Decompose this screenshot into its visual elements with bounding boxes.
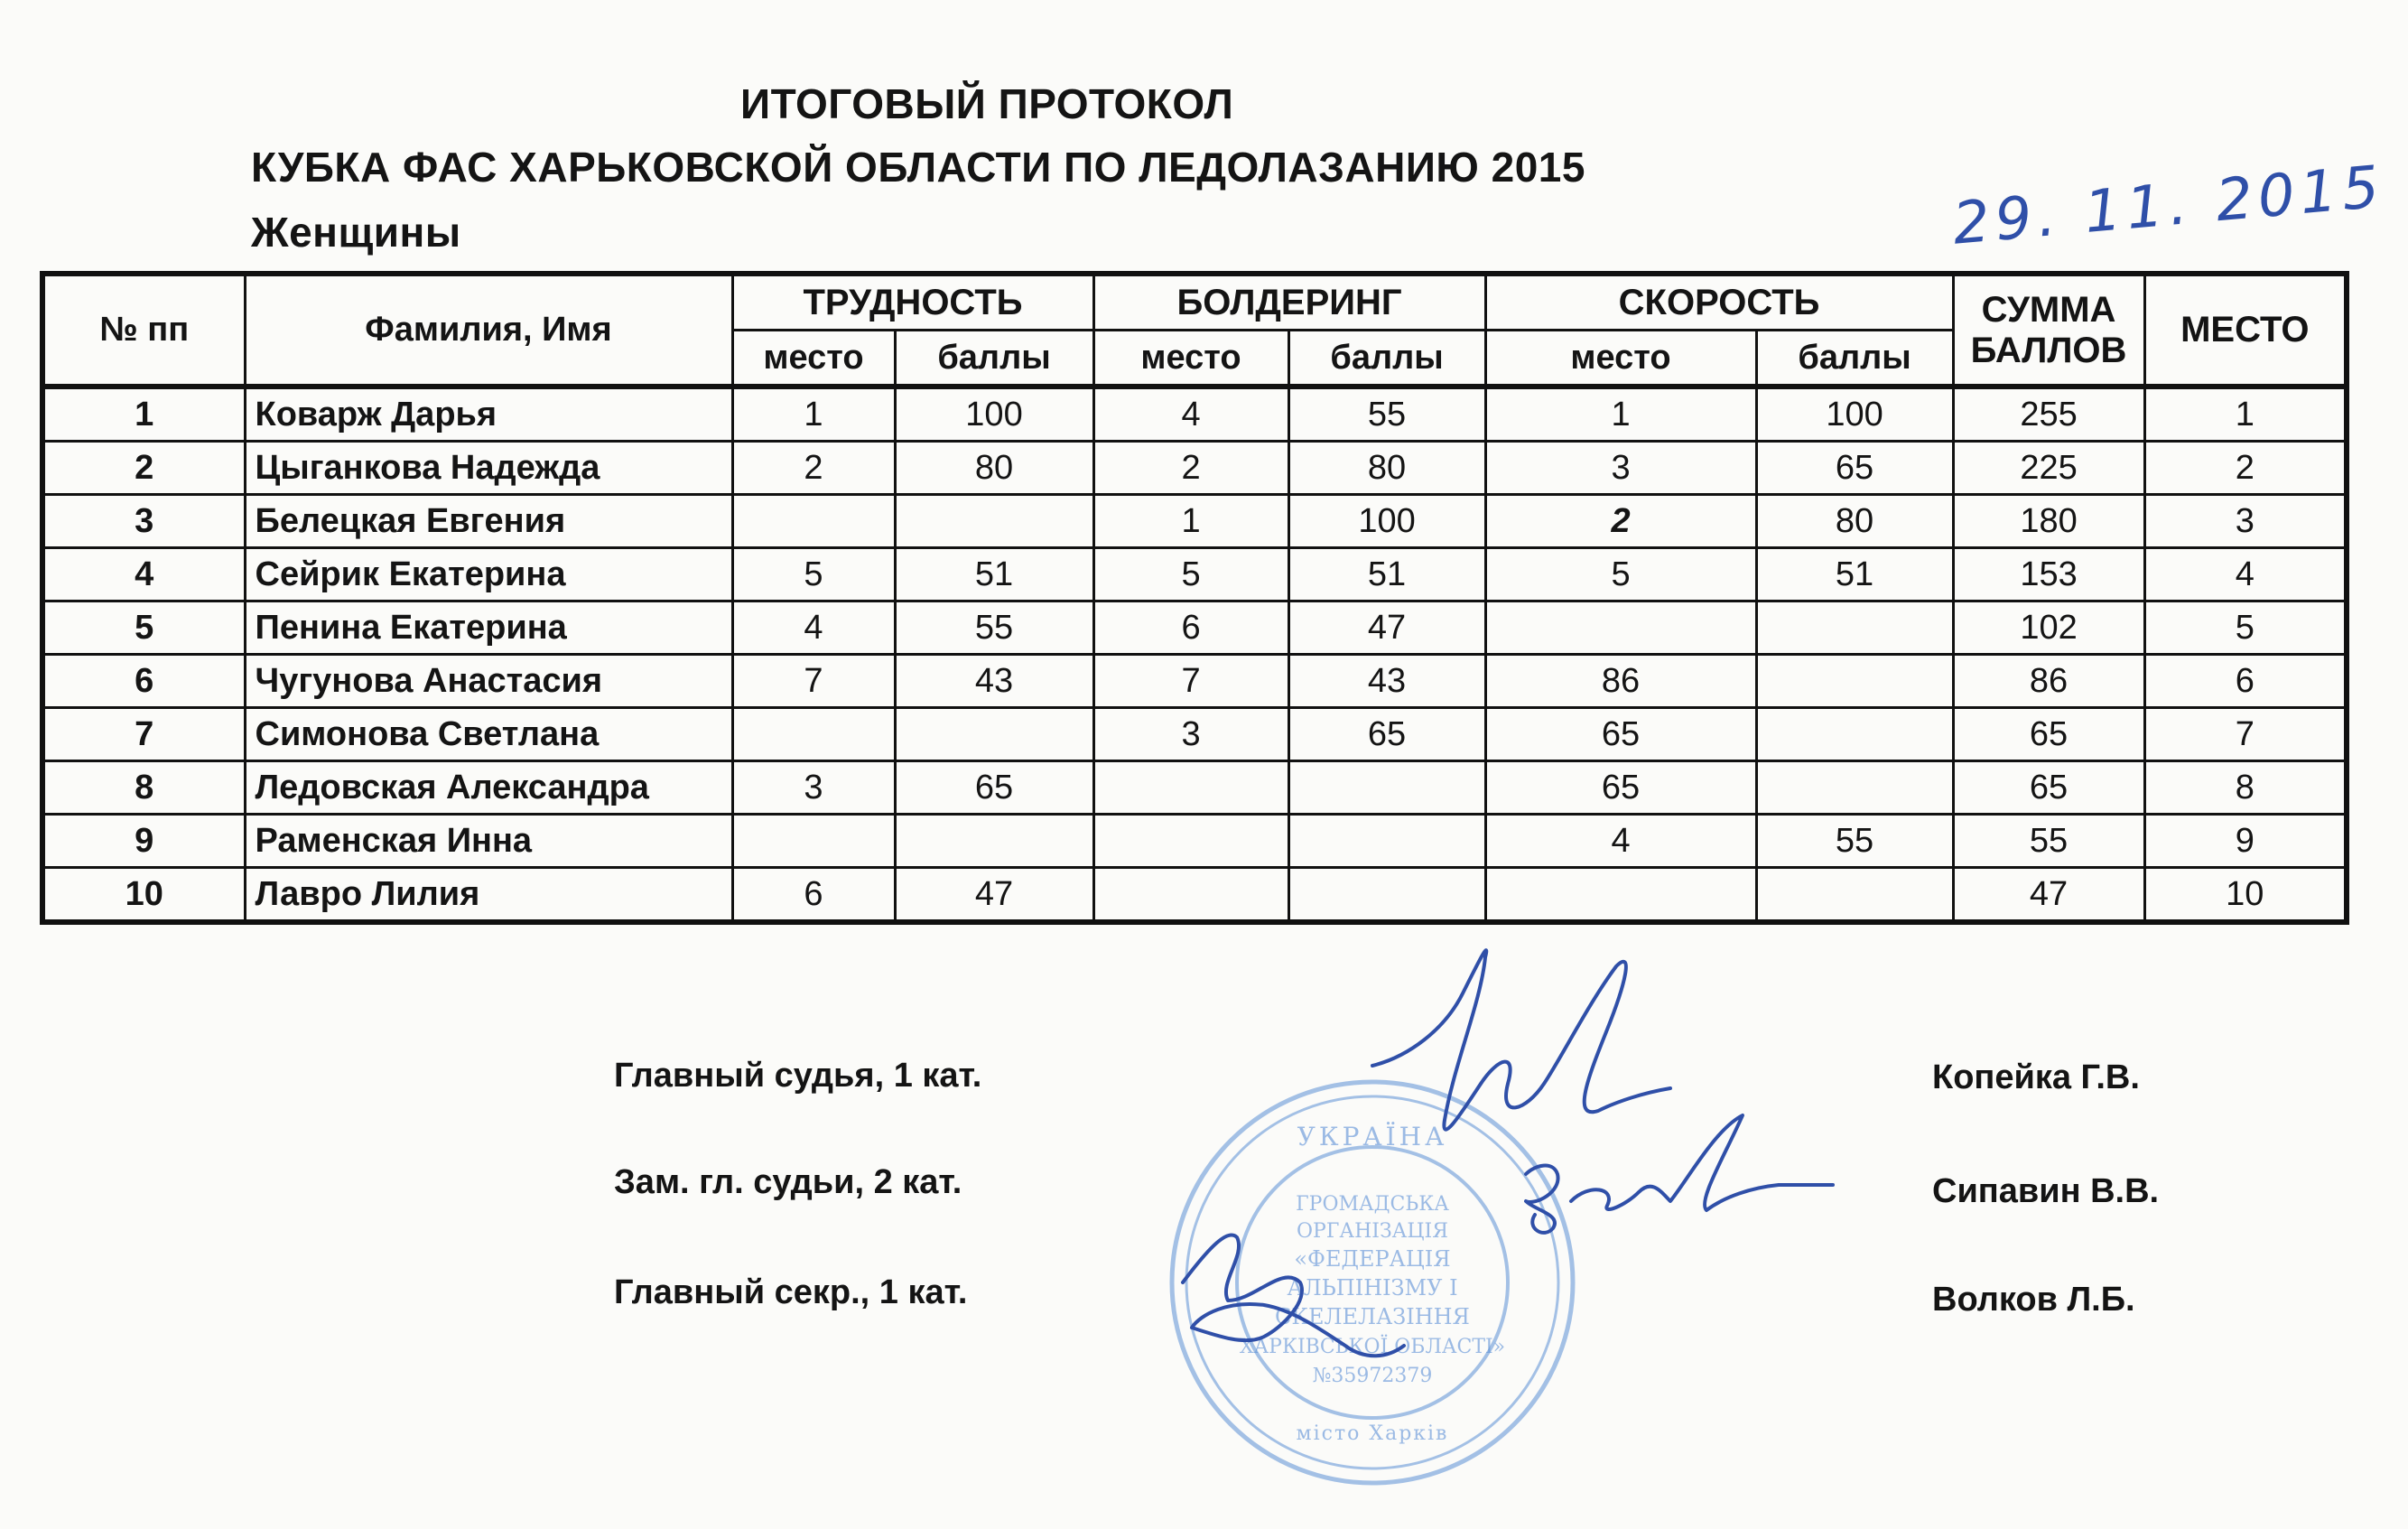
- header-place: МЕСТО: [2144, 274, 2347, 387]
- table-row: [42, 442, 2347, 495]
- cell-bouldering-place: 3: [1093, 708, 1288, 761]
- cell-difficulty-place: [732, 495, 895, 548]
- cell-sum: 102: [1953, 601, 2144, 655]
- header-bouldering: БОЛДЕРИНГ: [1093, 274, 1485, 331]
- cell-bouldering-place: 4: [1093, 387, 1288, 442]
- cell-bouldering-place: 2: [1093, 442, 1288, 495]
- cell-speed-place: 2: [1485, 495, 1756, 548]
- header-difficulty-points: баллы: [895, 331, 1093, 387]
- stamp-top-word: УКРАЇНА: [1297, 1122, 1448, 1151]
- results-table: [40, 271, 2349, 925]
- cell-bouldering-place: 1: [1093, 495, 1288, 548]
- cell-speed-place: 5: [1485, 548, 1756, 601]
- cell-number: 8: [42, 761, 245, 815]
- cell-speed-points: 51: [1756, 548, 1953, 601]
- cell-number: 7: [42, 708, 245, 761]
- deputy-judge-name: Сипавин В.В.: [1932, 1172, 2160, 1210]
- cell-speed-points: [1756, 708, 1953, 761]
- table-row: [42, 601, 2347, 655]
- cell-bouldering-place: [1093, 815, 1288, 868]
- cell-number: 10: [42, 868, 245, 923]
- secretary-name: Волков Л.Б.: [1932, 1281, 2135, 1319]
- cell-difficulty-place: [732, 708, 895, 761]
- secretary-role: Главный секр., 1 кат.: [614, 1273, 968, 1311]
- cell-bouldering-place: 6: [1093, 601, 1288, 655]
- cell-name: Коварж Дарья: [245, 387, 732, 442]
- cell-speed-place: 65: [1485, 708, 1756, 761]
- cell-difficulty-points: [895, 495, 1093, 548]
- stamp-line-6: ХАРКІВСЬКОЇ ОБЛАСТІ»: [1239, 1336, 1506, 1358]
- header-difficulty: ТРУДНОСТЬ: [732, 274, 1093, 331]
- table-row: [42, 708, 2347, 761]
- cell-speed-points: [1756, 868, 1953, 923]
- cell-bouldering-points: 100: [1288, 495, 1485, 548]
- cell-bouldering-points: 47: [1288, 601, 1485, 655]
- cell-place: 8: [2144, 761, 2347, 815]
- cell-name: Ледовская Александра: [245, 761, 732, 815]
- cell-sum: 225: [1953, 442, 2144, 495]
- header-number: № пп: [42, 274, 245, 387]
- cell-bouldering-points: 51: [1288, 548, 1485, 601]
- cell-place: 10: [2144, 868, 2347, 923]
- cell-difficulty-place: 6: [732, 868, 895, 923]
- cell-number: 3: [42, 495, 245, 548]
- chief-judge-name: Копейка Г.В.: [1932, 1058, 2140, 1096]
- stamp-line-3: «ФЕДЕРАЦІЯ: [1294, 1246, 1451, 1272]
- cell-number: 6: [42, 655, 245, 708]
- cell-number: 2: [42, 442, 245, 495]
- cell-difficulty-points: [895, 815, 1093, 868]
- header-speed-place: место: [1485, 331, 1756, 387]
- handwritten-date: 29. 11. 2015: [1950, 154, 2387, 258]
- cell-speed-points: 100: [1756, 387, 1953, 442]
- cell-place: 2: [2144, 442, 2347, 495]
- cell-speed-place: [1485, 868, 1756, 923]
- cell-bouldering-points: 43: [1288, 655, 1485, 708]
- cell-sum: 55: [1953, 815, 2144, 868]
- cell-difficulty-points: 55: [895, 601, 1093, 655]
- official-stamp: [1165, 1075, 1580, 1490]
- cell-speed-points: 55: [1756, 815, 1953, 868]
- cell-bouldering-points: 80: [1288, 442, 1485, 495]
- header-speed-points: баллы: [1756, 331, 1953, 387]
- stamp-line-2: ОРГАНІЗАЦІЯ: [1297, 1220, 1448, 1243]
- cell-bouldering-points: 55: [1288, 387, 1485, 442]
- table-row: [42, 868, 2347, 923]
- cell-difficulty-points: 100: [895, 387, 1093, 442]
- cell-sum: 255: [1953, 387, 2144, 442]
- cell-difficulty-points: 51: [895, 548, 1093, 601]
- cell-name: Симонова Светлана: [245, 708, 732, 761]
- cell-place: 3: [2144, 495, 2347, 548]
- cell-speed-place: 4: [1485, 815, 1756, 868]
- cell-difficulty-points: 80: [895, 442, 1093, 495]
- cell-name: Белецкая Евгения: [245, 495, 732, 548]
- stamp-line-5: СКЕЛЕЛАЗІННЯ: [1275, 1304, 1470, 1329]
- stamp-line-1: ГРОМАДСЬКА: [1296, 1193, 1449, 1216]
- cell-speed-place: 65: [1485, 761, 1756, 815]
- cell-speed-points: 80: [1756, 495, 1953, 548]
- table-row: [42, 495, 2347, 548]
- cell-number: 1: [42, 387, 245, 442]
- cell-bouldering-points: 65: [1288, 708, 1485, 761]
- stamp-bottom-word: місто Харків: [1296, 1422, 1449, 1445]
- cell-difficulty-place: 4: [732, 601, 895, 655]
- cell-name: Лавро Лилия: [245, 868, 732, 923]
- cell-sum: 153: [1953, 548, 2144, 601]
- cell-place: 5: [2144, 601, 2347, 655]
- cell-difficulty-points: 65: [895, 761, 1093, 815]
- deputy-judge-role: Зам. гл. судьи, 2 кат.: [614, 1163, 962, 1201]
- cell-speed-points: 65: [1756, 442, 1953, 495]
- cell-place: 4: [2144, 548, 2347, 601]
- cell-number: 4: [42, 548, 245, 601]
- cell-sum: 65: [1953, 761, 2144, 815]
- cell-difficulty-place: [732, 815, 895, 868]
- header-sum-line-2: БАЛЛОВ: [1970, 330, 2127, 370]
- cell-name: Цыганкова Надежда: [245, 442, 732, 495]
- table-row: [42, 655, 2347, 708]
- cell-sum: 86: [1953, 655, 2144, 708]
- cell-bouldering-place: [1093, 761, 1288, 815]
- cell-name: Сейрик Екатерина: [245, 548, 732, 601]
- cell-speed-place: 86: [1485, 655, 1756, 708]
- cell-number: 5: [42, 601, 245, 655]
- title-line-3: Женщины: [251, 209, 461, 256]
- cell-place: 7: [2144, 708, 2347, 761]
- stamp-line-4: АЛЬПІНІЗМУ І: [1287, 1275, 1458, 1301]
- cell-bouldering-place: 5: [1093, 548, 1288, 601]
- cell-speed-place: 1: [1485, 387, 1756, 442]
- cell-speed-place: [1485, 601, 1756, 655]
- header-bouldering-place: место: [1093, 331, 1288, 387]
- cell-speed-points: [1756, 601, 1953, 655]
- chief-judge-role: Главный судья, 1 кат.: [614, 1057, 982, 1095]
- cell-difficulty-points: [895, 708, 1093, 761]
- header-sum-line-1: СУММА: [1981, 289, 2116, 330]
- cell-difficulty-place: 5: [732, 548, 895, 601]
- cell-bouldering-place: [1093, 868, 1288, 923]
- cell-bouldering-points: [1288, 761, 1485, 815]
- table-row: [42, 387, 2347, 442]
- cell-name: Пенина Екатерина: [245, 601, 732, 655]
- header-speed: СКОРОСТЬ: [1485, 274, 1953, 331]
- cell-sum: 47: [1953, 868, 2144, 923]
- table-row: [42, 815, 2347, 868]
- cell-difficulty-points: 43: [895, 655, 1093, 708]
- cell-difficulty-place: 1: [732, 387, 895, 442]
- cell-difficulty-points: 47: [895, 868, 1093, 923]
- header-name: Фамилия, Имя: [245, 274, 732, 387]
- cell-number: 9: [42, 815, 245, 868]
- cell-difficulty-place: 2: [732, 442, 895, 495]
- cell-sum: 65: [1953, 708, 2144, 761]
- cell-bouldering-points: [1288, 868, 1485, 923]
- cell-bouldering-place: 7: [1093, 655, 1288, 708]
- header-bouldering-points: баллы: [1288, 331, 1485, 387]
- table-row: [42, 761, 2347, 815]
- cell-speed-place: 3: [1485, 442, 1756, 495]
- cell-speed-points: [1756, 761, 1953, 815]
- cell-place: 1: [2144, 387, 2347, 442]
- cell-place: 9: [2144, 815, 2347, 868]
- cell-sum: 180: [1953, 495, 2144, 548]
- header-difficulty-place: место: [732, 331, 895, 387]
- cell-name: Раменская Инна: [245, 815, 732, 868]
- stamp-code: №35972379: [1312, 1365, 1433, 1387]
- cell-difficulty-place: 3: [732, 761, 895, 815]
- cell-name: Чугунова Анастасия: [245, 655, 732, 708]
- cell-bouldering-points: [1288, 815, 1485, 868]
- cell-place: 6: [2144, 655, 2347, 708]
- title-line-2: КУБКА ФАС ХАРЬКОВСКОЙ ОБЛАСТИ ПО ЛЕДОЛАЗАНИЮ 2015: [251, 144, 1585, 191]
- title-line-1: ИТОГОВЫЙ ПРОТОКОЛ: [740, 80, 1234, 127]
- cell-difficulty-place: 7: [732, 655, 895, 708]
- table-row: [42, 548, 2347, 601]
- header-sum: [1953, 274, 2144, 387]
- cell-speed-points: [1756, 655, 1953, 708]
